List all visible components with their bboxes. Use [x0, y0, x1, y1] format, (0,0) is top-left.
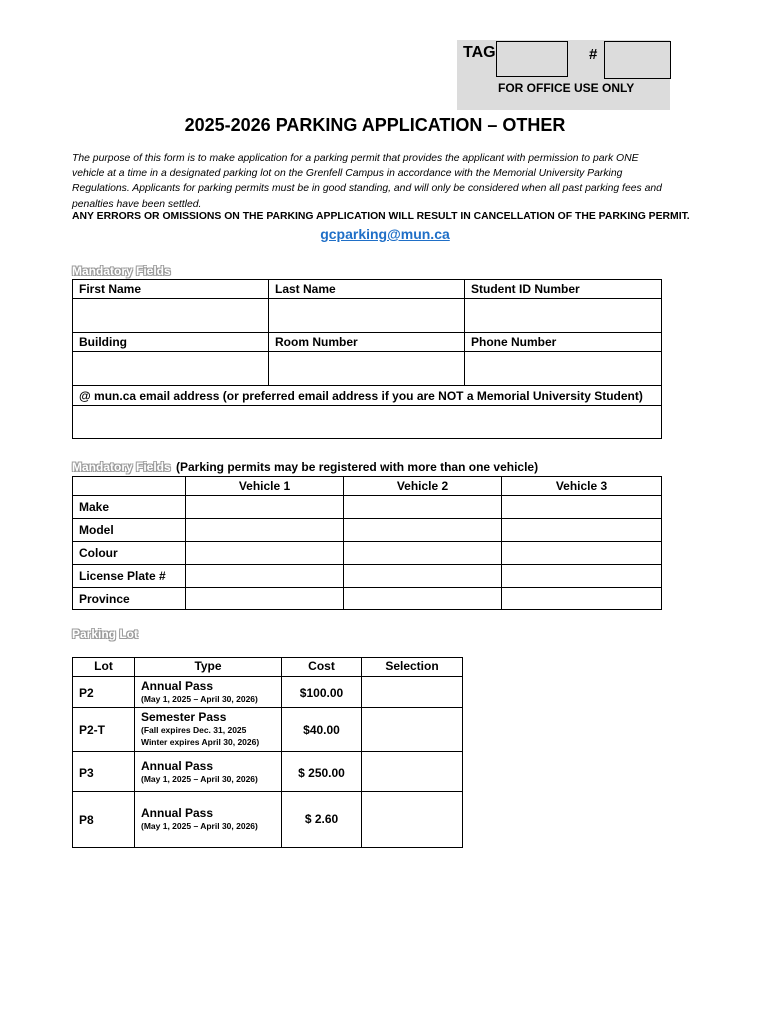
- lot-p2: P2: [73, 677, 135, 708]
- type-name: Semester Pass: [141, 710, 227, 724]
- type-detail: (May 1, 2025 – April 30, 2026): [141, 821, 258, 831]
- cost-p3: $ 250.00: [282, 752, 362, 792]
- room-number-field[interactable]: [269, 352, 465, 386]
- selection-p3-field[interactable]: [362, 752, 463, 792]
- mandatory-fields-label: Mandatory Fields: [72, 264, 171, 278]
- type-detail: (May 1, 2025 – April 30, 2026): [141, 694, 258, 704]
- table-row: [73, 752, 463, 792]
- building-field[interactable]: [73, 352, 269, 386]
- number-field[interactable]: [604, 41, 671, 79]
- first-name-label: First Name: [73, 280, 269, 299]
- lot-p2-t: P2-T: [73, 708, 135, 752]
- type-name: Annual Pass: [141, 806, 214, 820]
- type-cell: [135, 752, 282, 792]
- vehicle-2-license-plate-field[interactable]: [344, 565, 502, 588]
- vehicle-2-province-field[interactable]: [344, 588, 502, 610]
- vehicle-header-blank: [73, 477, 186, 496]
- vehicle-table: [72, 476, 662, 610]
- type-cell: [135, 708, 282, 752]
- type-cell: [135, 677, 282, 708]
- vehicle-2-make-field[interactable]: [344, 496, 502, 519]
- type-header: Type: [135, 658, 282, 677]
- cost-p2-t: $40.00: [282, 708, 362, 752]
- first-name-field[interactable]: [73, 299, 269, 333]
- selection-p8-field[interactable]: [362, 792, 463, 848]
- phone-number-field[interactable]: [465, 352, 662, 386]
- email-address-label: @ mun.ca email address (or preferred email address if you are NOT a Memorial University Student): [73, 386, 662, 406]
- table-row: [73, 677, 463, 708]
- email-address-field[interactable]: [73, 406, 662, 439]
- personal-info-table: [72, 279, 662, 439]
- type-name: Annual Pass: [141, 759, 214, 773]
- cost-header: Cost: [282, 658, 362, 677]
- province-label: Province: [73, 588, 186, 610]
- last-name-field[interactable]: [269, 299, 465, 333]
- license-plate-label: License Plate #: [73, 565, 186, 588]
- cost-p2: $100.00: [282, 677, 362, 708]
- parking-lot-label: Parking Lot: [72, 627, 139, 641]
- table-row: [73, 708, 463, 752]
- vehicle-2-header: Vehicle 2: [344, 477, 502, 496]
- tag-field[interactable]: [496, 41, 568, 77]
- type-detail-2: Winter expires April 30, 2026): [141, 737, 260, 747]
- student-id-label: Student ID Number: [465, 280, 662, 299]
- warning-text: ANY ERRORS OR OMISSIONS ON THE PARKING APPLICATION WILL RESULT IN CANCELLATION OF THE PARKING PERMIT.: [72, 211, 690, 222]
- vehicle-3-header: Vehicle 3: [502, 477, 662, 496]
- purpose-text: The purpose of this form is to make application for a parking permit that provides the applicant with permission to park ONE vehicle at a time in a designated parking lot on the Grenfell Campus in accordance with the Memorial University Parking Regulations. Applicants for parking permits must be in good standing, and will only be considered when all past parking fees and penalties have been settled.: [72, 153, 662, 210]
- vehicle-1-license-plate-field[interactable]: [186, 565, 344, 588]
- vehicle-section-note: (Parking permits may be registered with more than one vehicle): [176, 460, 539, 474]
- selection-header: Selection: [362, 658, 463, 677]
- vehicle-3-model-field[interactable]: [502, 519, 662, 542]
- page-title: 2025-2026 PARKING APPLICATION – OTHER: [184, 115, 566, 135]
- cost-p8: $ 2.60: [282, 792, 362, 848]
- type-detail: (May 1, 2025 – April 30, 2026): [141, 774, 258, 784]
- vehicle-1-make-field[interactable]: [186, 496, 344, 519]
- vehicle-mandatory-fields-label: Mandatory Fields: [72, 460, 171, 474]
- vehicle-3-make-field[interactable]: [502, 496, 662, 519]
- student-id-field[interactable]: [465, 299, 662, 333]
- building-label: Building: [73, 333, 269, 352]
- vehicle-3-colour-field[interactable]: [502, 542, 662, 565]
- parking-lot-table: [72, 657, 463, 848]
- phone-number-label: Phone Number: [465, 333, 662, 352]
- lot-p8: P8: [73, 792, 135, 848]
- email-link[interactable]: gcparking@mun.ca: [320, 226, 450, 242]
- hash-label: #: [589, 46, 598, 63]
- vehicle-1-colour-field[interactable]: [186, 542, 344, 565]
- model-label: Model: [73, 519, 186, 542]
- type-cell: [135, 792, 282, 848]
- type-name: Annual Pass: [141, 679, 214, 693]
- vehicle-3-province-field[interactable]: [502, 588, 662, 610]
- lot-header: Lot: [73, 658, 135, 677]
- vehicle-1-model-field[interactable]: [186, 519, 344, 542]
- tag-label: TAG: [463, 44, 496, 61]
- vehicle-1-header: Vehicle 1: [186, 477, 344, 496]
- room-number-label: Room Number: [269, 333, 465, 352]
- table-row: [73, 792, 463, 848]
- type-detail: (Fall expires Dec. 31, 2025: [141, 725, 247, 735]
- last-name-label: Last Name: [269, 280, 465, 299]
- selection-p2-field[interactable]: [362, 677, 463, 708]
- office-use-only-label: FOR OFFICE USE ONLY: [498, 81, 635, 95]
- selection-p2-t-field[interactable]: [362, 708, 463, 752]
- vehicle-2-model-field[interactable]: [344, 519, 502, 542]
- lot-p3: P3: [73, 752, 135, 792]
- vehicle-3-license-plate-field[interactable]: [502, 565, 662, 588]
- make-label: Make: [73, 496, 186, 519]
- vehicle-1-province-field[interactable]: [186, 588, 344, 610]
- vehicle-2-colour-field[interactable]: [344, 542, 502, 565]
- colour-label: Colour: [73, 542, 186, 565]
